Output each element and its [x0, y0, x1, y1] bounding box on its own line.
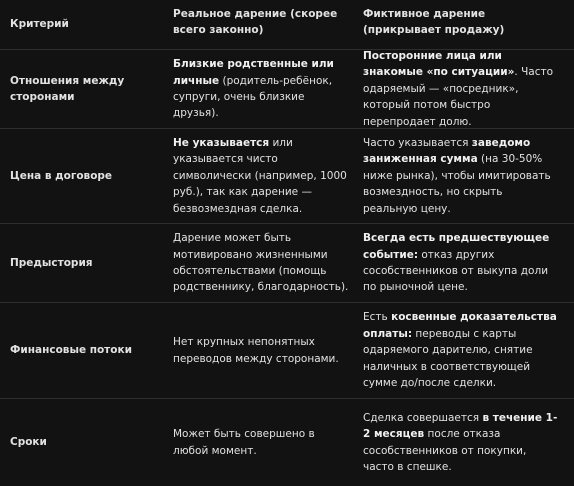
text-run: (родитель-ребёнок, супруги, очень близкие друзья). — [173, 74, 333, 120]
criterion-text: Отношения между сторонами — [10, 74, 125, 103]
text-run: переводы с карты одаряемого дарителю, снятие наличных в соответствующей сумме до/после сделки. — [363, 327, 533, 390]
criterion-text: Предыстория — [10, 256, 93, 269]
fictitious-gift-text — [363, 309, 560, 391]
real-gift-cell — [173, 224, 363, 302]
real-gift-cell — [173, 399, 363, 486]
text-run: . Часто одаряемый — «посредник», который потом быстро перепродает долю. — [363, 66, 554, 128]
text-run: Нет крупных непонятных переводов между сторонами. — [173, 336, 339, 365]
header-real-gift-text: Реальное дарение (скорее всего законно) — [173, 8, 338, 37]
header-fictitious-gift-text: Фиктивное дарение (прикрывает продажу) — [363, 8, 505, 37]
bold-text-run: в течение 1-2 месяцев — [363, 411, 558, 441]
text-run: Дарение может быть мотивировано жизненными обстоятельствами (помощь родственнику, благодарность). — [173, 232, 349, 294]
fictitious-gift-cell — [363, 224, 574, 302]
criterion-cell — [0, 303, 173, 398]
text-run: Есть — [363, 311, 392, 324]
header-criterion-text: Критерий — [10, 18, 69, 31]
real-gift-text — [173, 56, 353, 122]
criterion-cell — [0, 399, 173, 486]
table-header-row — [0, 0, 574, 50]
criterion-cell — [0, 129, 173, 223]
table-row — [0, 129, 574, 224]
criterion-text: Финансовые потоки — [10, 344, 132, 357]
bold-text-run: заведомо заниженная сумма — [363, 136, 531, 166]
fictitious-gift-cell — [363, 399, 574, 486]
header-real-gift — [173, 0, 363, 49]
table-row — [0, 399, 574, 486]
real-gift-cell — [173, 50, 363, 128]
text-run: Сделка совершается — [363, 411, 483, 424]
fictitious-gift-cell — [363, 129, 574, 223]
fictitious-gift-text — [363, 135, 560, 217]
real-gift-text — [173, 230, 353, 296]
fictitious-gift-text — [363, 410, 560, 476]
bold-text-run: Не указывается — [173, 136, 270, 149]
criterion-cell — [0, 50, 173, 128]
text-run: Может быть совершено в любой момент. — [173, 428, 315, 457]
header-fictitious-gift — [363, 0, 574, 49]
fictitious-gift-text — [363, 230, 560, 296]
table-row — [0, 224, 574, 303]
criterion-text: Сроки — [10, 436, 47, 449]
text-run: после отказа сособственников от покупки, часто в спешке. — [363, 428, 527, 473]
real-gift-cell — [173, 303, 363, 398]
bold-text-run: Всегда есть предшествующее событие: — [363, 232, 550, 261]
text-run: или указывается чисто символически (например, 1000 руб.), так как дарение — безвозмездная сделка. — [173, 136, 347, 215]
fictitious-gift-cell — [363, 50, 574, 128]
text-run: (на 30-50% ниже рынка), чтобы имитировать возмездность, но скрыть реальную цену. — [363, 153, 551, 215]
criterion-cell — [0, 224, 173, 302]
bold-text-run: Близкие родственные или личные — [173, 58, 334, 87]
header-criterion — [0, 0, 173, 49]
table-row — [0, 303, 574, 399]
text-run: отказ других сособственников от выкупа доли по рыночной цене. — [363, 248, 549, 294]
bold-text-run: Посторонние лица или знакомые «по ситуации» — [363, 49, 515, 79]
table-row — [0, 50, 574, 129]
real-gift-text — [173, 426, 353, 459]
text-run: Часто указывается — [363, 136, 472, 149]
fictitious-gift-text — [363, 48, 560, 130]
bold-text-run: косвенные доказательства оплаты: — [363, 311, 557, 340]
fictitious-gift-cell — [363, 303, 574, 398]
real-gift-text — [173, 334, 353, 367]
real-gift-text — [173, 135, 353, 217]
real-gift-cell — [173, 129, 363, 223]
criterion-text: Цена в договоре — [10, 169, 113, 182]
